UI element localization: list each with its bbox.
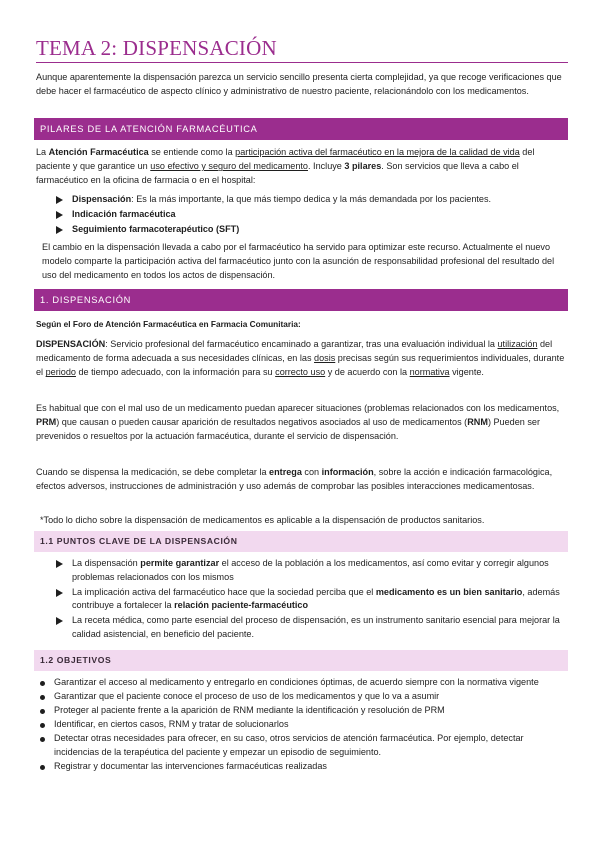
- page-title: TEMA 2: DISPENSACIÓN: [36, 36, 277, 60]
- arrow-bullet-icon: [56, 196, 63, 204]
- bullet-dot-icon: [40, 723, 45, 728]
- intro-paragraph: Aunque aparentemente la dispensación parezca un servicio sencillo presenta cierta complejidad, ya que recoge verificaciones que debe hacer el farmacéutico de aspecto clínico y administrativo de nuestro paciente, relacionándolo con los medicamentos.: [36, 72, 562, 97]
- list-item: Garantizar que el paciente conoce el proceso de uso de los medicamentos y que lo va a asumir: [36, 690, 568, 704]
- list-item: Dispensación: Es la más importante, la que más tiempo dedica y la más demandada por los pacientes.: [54, 193, 568, 207]
- arrow-bullet-icon: [56, 589, 63, 597]
- pilares-paragraph-2: El cambio en la dispensación llevada a cabo por el farmacéutico ha servido para optimizar este recurso. Actualmente el nuevo modelo comparte la participación activa del farmacéutico junto con la asunción de responsabilidad profesional del resultado del uso del medicamento en todos los actos de dispensación.: [42, 242, 555, 281]
- list-item: Garantizar el acceso al medicamento y entregarlo en condiciones óptimas, de acuerdo siempre con la normativa vigente: [36, 676, 568, 690]
- list-item: Proteger al paciente frente a la aparición de RNM mediante la identificación y resolución de PRM: [36, 704, 568, 718]
- arrow-bullet-icon: [56, 560, 63, 568]
- puntos-list: [54, 557, 568, 643]
- section-heading-dispensacion: 1. DISPENSACIÓN: [34, 289, 568, 311]
- bullet-dot-icon: [40, 709, 45, 714]
- bullet-dot-icon: [40, 765, 45, 770]
- bullet-dot-icon: [40, 681, 45, 686]
- source-note: Según el Foro de Atención Farmacéutica en Farmacia Comunitaria:: [36, 319, 301, 329]
- list-item: Identificar, en ciertos casos, RNM y tratar de solucionarlos: [36, 718, 568, 732]
- list-item: Indicación farmacéutica: [54, 208, 568, 222]
- bullet-dot-icon: [40, 695, 45, 700]
- title-underline: [36, 62, 568, 63]
- arrow-bullet-icon: [56, 211, 63, 219]
- list-item: Detectar otras necesidades para ofrecer, en su caso, otros servicios de atención farmacéutica. Por ejemplo, detectar incidencias de la terapéutica del paciente y empezar un episodio de seguimiento.: [36, 732, 568, 759]
- prm-paragraph: Es habitual que con el mal uso de un medicamento puedan aparecer situaciones (problemas relacionados con los medicamentos, PRM) que causan o pueden causar aparición de resultados negativos asociados al uso de medicamentos (RNM) Pueden ser prevenidos o resueltos por la actuación farmacéutica, durante el servicio de dispensación.: [36, 403, 560, 442]
- list-item: La receta médica, como parte esencial del proceso de dispensación, es un instrumento sanitario esencial para mejorar la calidad asistencial, en beneficio del paciente.: [54, 614, 568, 641]
- list-item: Registrar y documentar las intervenciones farmacéuticas realizadas: [36, 760, 568, 774]
- definition-paragraph: DISPENSACIÓN: Servicio profesional del farmacéutico encaminado a garantizar, tras una evaluación individual la utilización del medicamento de forma adecuada a sus necesidades clínicas, en las dosis precisas según sus requerimientos individuales, durante el periodo de tiempo adecuado, con la información para su correcto uso y de acuerdo con la normativa vigente.: [36, 339, 565, 378]
- bullet-dot-icon: [40, 737, 45, 742]
- arrow-bullet-icon: [56, 617, 63, 625]
- entrega-paragraph: Cuando se dispensa la medicación, se debe completar la entrega con información, sobre la acción e indicación farmacológica, efectos adversos, instrucciones de administración y uso además de comprobar las posibles interacciones medicamentosas.: [36, 467, 553, 492]
- list-item: La implicación activa del farmacéutico hace que la sociedad perciba que el medicamento es un bien sanitario, además contribuye a fortalecer la relación paciente-farmacéutico: [54, 586, 568, 613]
- pilares-paragraph: La Atención Farmacéutica se entiende como la participación activa del farmacéutico en la mejora de la calidad de vida del paciente y que garantice un uso efectivo y seguro del medicamento. Incluye 3 pilares. Son servicios que lleva a cabo el farmacéutico en la oficina de farmacia o en el hospital:: [36, 147, 535, 186]
- pilares-list: [54, 193, 568, 238]
- subsection-heading-puntos: 1.1 PUNTOS CLAVE DE LA DISPENSACIÓN: [34, 531, 568, 552]
- arrow-bullet-icon: [56, 226, 63, 234]
- objetivos-list: [36, 676, 568, 774]
- subsection-heading-objetivos: 1.2 OBJETIVOS: [34, 650, 568, 671]
- list-item: Seguimiento farmacoterapéutico (SFT): [54, 223, 568, 237]
- list-item: La dispensación permite garantizar el acceso de la población a los medicamentos, así como evitar y corregir algunos problemas relacionados con los mismos: [54, 557, 568, 584]
- section-heading-pilares: PILARES DE LA ATENCIÓN FARMACÉUTICA: [34, 118, 568, 140]
- products-note: *Todo lo dicho sobre la dispensación de medicamentos es aplicable a la dispensación de productos sanitarios.: [40, 515, 485, 525]
